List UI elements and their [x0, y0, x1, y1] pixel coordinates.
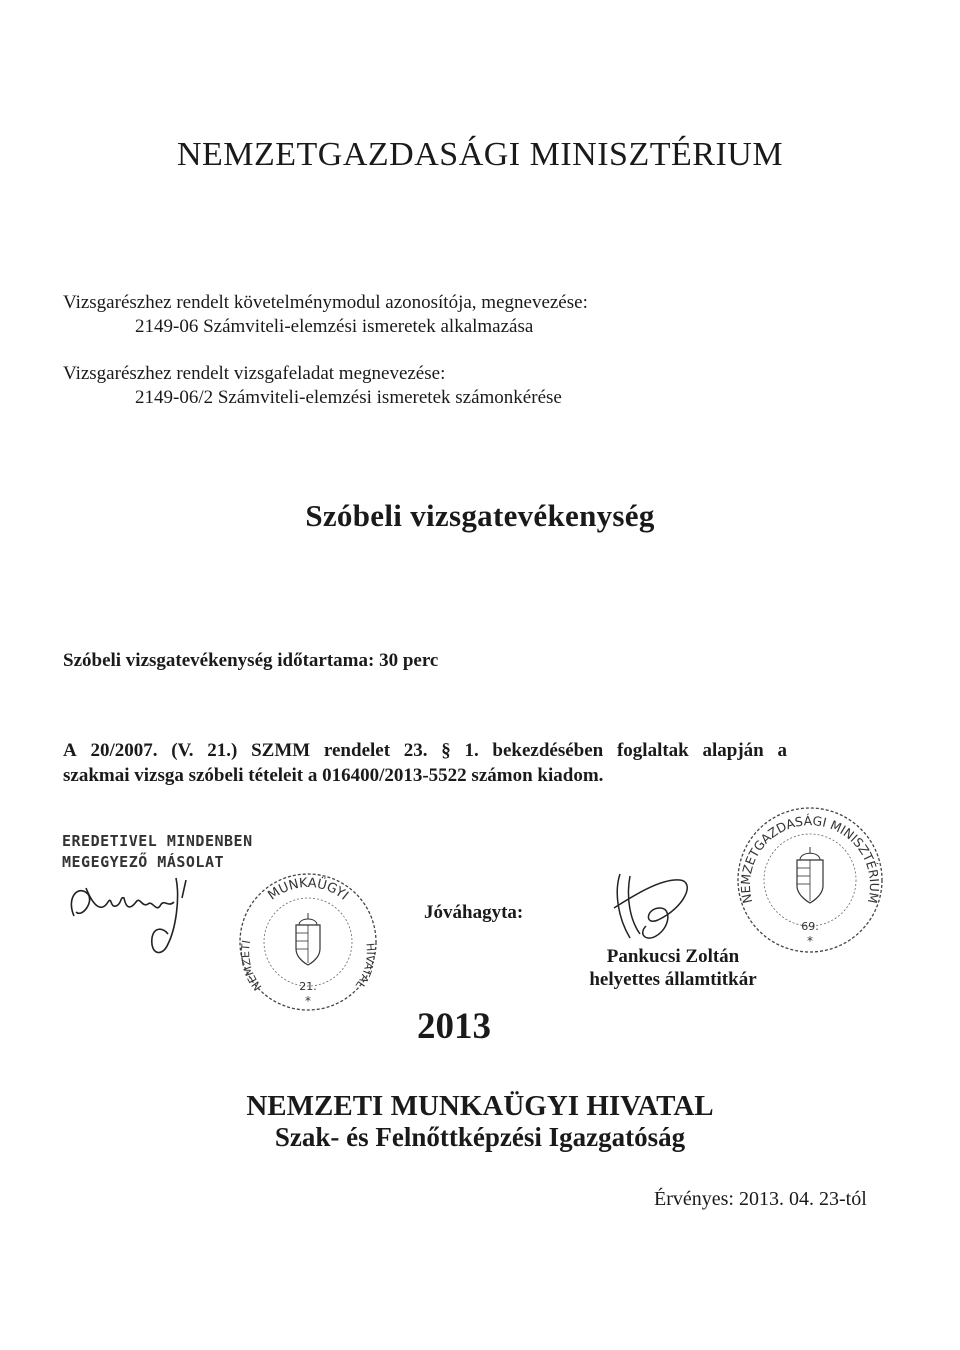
- seal-left-top-text: MUNKAÜGYI: [265, 875, 351, 904]
- decree-word: rendelet: [323, 740, 391, 761]
- approval-label: Jóváhagyta:: [424, 902, 524, 923]
- decree-word: SZMM: [251, 740, 311, 761]
- module-label: Vizsgarészhez rendelt követelménymodul azonosítója, megnevezése:: [63, 292, 588, 313]
- ministry-seal-right: [730, 800, 890, 960]
- decree-word: 21.): [207, 740, 238, 761]
- issuer-department: Szak- és Felnőttképzési Igazgatóság: [274, 1122, 686, 1152]
- decree-word: 1.: [464, 740, 479, 761]
- document-year: [0, 1005, 960, 1048]
- coat-of-arms-icon: [797, 847, 823, 903]
- approver-name: Pankucsi Zoltán: [606, 946, 740, 967]
- seal-left-right-text: HIVATAL: [352, 942, 377, 992]
- seal-right-number: 69.: [801, 920, 819, 933]
- certified-copy-line-1: EREDETIVEL MINDENBEN: [62, 832, 253, 850]
- seal-right-text: NEMZETGAZDASÁGI MINISZTÉRIUM: [737, 813, 883, 905]
- decree-word: a: [777, 740, 787, 761]
- decree-word: A: [63, 740, 77, 761]
- exam-title: Szóbeli vizsgatevékenység: [305, 498, 655, 533]
- decree-word: (V.: [171, 740, 194, 761]
- seal-left-number: 21.: [299, 980, 317, 993]
- decree-word: 20/2007.: [90, 740, 158, 761]
- decree-word: §: [441, 740, 451, 761]
- issuer-name: NEMZETI MUNKAÜGYI HIVATAL: [246, 1090, 714, 1122]
- seal-left-star: *: [305, 994, 311, 1008]
- approver-title: helyettes államtitkár: [589, 969, 757, 990]
- validity-date: Érvényes: 2013. 04. 23-tól: [654, 1188, 867, 1210]
- seal-left-left-text: NEMZETI: [239, 939, 265, 994]
- task-value: 2149-06/2 Számviteli-elemzési ismeretek számonkérése: [135, 387, 562, 408]
- document-year-text: 2013: [417, 1006, 491, 1047]
- decree-line-1: [63, 740, 787, 762]
- seal-right-star: *: [807, 934, 813, 948]
- decree-word: bekezdésében: [492, 740, 604, 761]
- approver-signature: [600, 868, 710, 948]
- coat-of-arms-icon: [296, 913, 320, 965]
- exam-duration: Szóbeli vizsgatevékenység időtartama: 30 perc: [63, 650, 439, 671]
- decree-word: 23.: [403, 740, 428, 761]
- module-value: 2149-06 Számviteli-elemzési ismeretek alkalmazása: [135, 316, 534, 337]
- ministry-title: NEMZETGAZDASÁGI MINISZTÉRIUM: [176, 136, 784, 173]
- office-seal-left: [233, 867, 383, 1017]
- task-label: Vizsgarészhez rendelt vizsgafeladat megnevezése:: [63, 363, 446, 384]
- decree-line-2: szakmai vizsga szóbeli tételeit a 016400/2013-5522 számon kiadom.: [63, 765, 604, 786]
- handwritten-signature-left: [64, 868, 194, 963]
- decree-word: foglaltak: [616, 740, 689, 761]
- certified-copy-line-2: MEGEGYEZŐ MÁSOLAT: [62, 853, 225, 871]
- decree-word: alapján: [702, 740, 764, 761]
